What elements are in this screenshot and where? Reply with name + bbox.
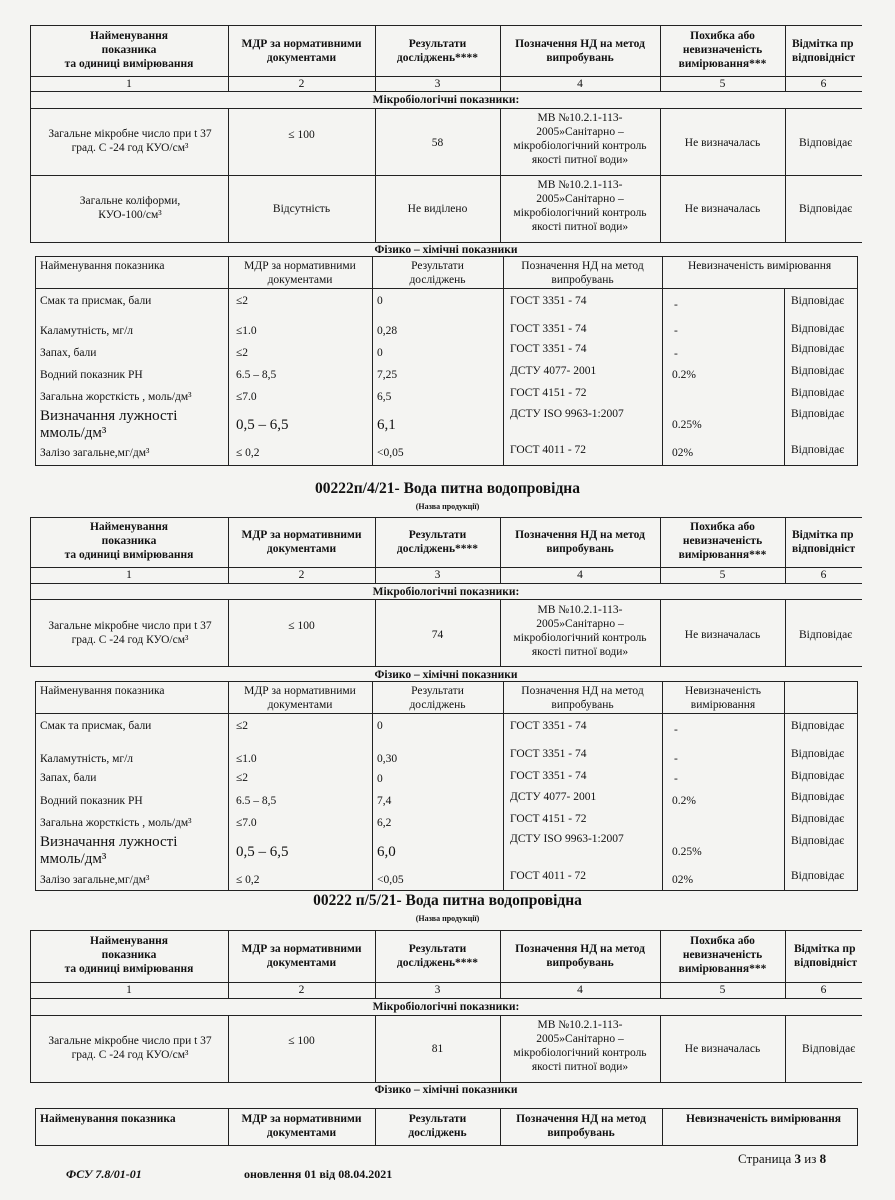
- micro-section-title: Мікробіологічні показники:: [372, 94, 520, 106]
- param-result: 0: [377, 720, 383, 732]
- param-mdr: ≤7.0: [236, 817, 257, 829]
- param-mdr: ≤1.0: [236, 325, 257, 337]
- param-method: ДСТУ 4077- 2001: [510, 365, 597, 377]
- phys-section-title: Фізико – хімічні показники: [374, 669, 518, 681]
- param-method: ДСТУ 4077- 2001: [510, 791, 597, 803]
- phys-header-name: Найменування показника: [40, 685, 165, 697]
- param-name: Визначання лужності ммоль/дм³: [40, 408, 178, 441]
- header-mdr: МДР за нормативними документами: [241, 38, 362, 64]
- phys-header-results: Результати досліджень: [408, 1113, 467, 1139]
- coli-compliance: Відповідає: [799, 203, 853, 215]
- phys-header-method: Позначення НД на метод випробувань: [516, 1113, 646, 1139]
- column-number: 1: [126, 569, 132, 581]
- param-compliance: Відповідає: [791, 343, 845, 355]
- page-indicator: [738, 1152, 826, 1166]
- param-method: ДСТУ ISO 9963-1:2007: [510, 833, 624, 845]
- phys-section-title: Фізико – хімічні показники: [374, 244, 518, 256]
- param-method: ГОСТ 4151 - 72: [510, 813, 587, 825]
- param-name: Каламутність, мг/л: [40, 325, 134, 337]
- coli-mdr: Відсутність: [272, 203, 331, 215]
- param-result: 0,28: [377, 325, 398, 337]
- header-method: Позначення НД на метод випробувань: [515, 943, 645, 969]
- header-error: Похибка або невизначеність вимірювання***: [678, 521, 767, 561]
- param-mdr: 6.5 – 8,5: [236, 369, 277, 381]
- phys-header-results: Результати досліджень: [409, 260, 466, 286]
- phys-header-results: Результати досліджень: [409, 685, 466, 711]
- param-name: Загальна жорсткість , моль/дм³: [40, 817, 192, 829]
- param-mdr: ≤7.0: [236, 391, 257, 403]
- phys-header-mdr: МДР за нормативними документами: [244, 685, 356, 711]
- column-number: 2: [298, 78, 305, 90]
- tmc-error: Не визначалась: [684, 629, 761, 641]
- column-number: 6: [820, 984, 827, 996]
- column-number: 6: [820, 78, 827, 90]
- column-number: 3: [434, 984, 441, 996]
- param-mdr: ≤ 0,2: [236, 447, 260, 459]
- column-number: 5: [719, 569, 726, 581]
- column-number: 6: [820, 569, 827, 581]
- param-compliance: Відповідає: [791, 870, 845, 882]
- tmc-mdr: ≤ 100: [288, 129, 315, 141]
- param-uncertainty: 02%: [672, 447, 694, 459]
- product-subtitle: (Назва продукції): [415, 914, 480, 923]
- param-method: ГОСТ 4011 - 72: [510, 444, 587, 456]
- param-method: ГОСТ 3351 - 74: [510, 720, 587, 732]
- column-number: 1: [126, 78, 132, 90]
- column-number: 1: [126, 984, 132, 996]
- column-number: 5: [719, 984, 726, 996]
- header-name-unit: Найменування показника та одиниці вимірювання: [64, 30, 194, 70]
- page-of: из: [804, 1151, 817, 1166]
- param-result: 6,2: [377, 817, 392, 829]
- header-mdr: МДР за нормативними документами: [241, 943, 362, 969]
- tmc-result: 58: [431, 137, 444, 149]
- param-name: Смак та присмак, бали: [40, 295, 152, 307]
- param-compliance: Відповідає: [791, 387, 845, 399]
- param-result: 0: [377, 773, 383, 785]
- param-name: Смак та присмак, бали: [40, 720, 152, 732]
- micro-section-title: Мікробіологічні показники:: [372, 1001, 520, 1013]
- param-mdr: ≤2: [236, 295, 249, 307]
- param-compliance: Відповідає: [791, 408, 845, 420]
- param-method: ГОСТ 4011 - 72: [510, 870, 587, 882]
- coli-error: Не визначалась: [684, 203, 761, 215]
- phys-header-name: Найменування показника: [40, 260, 165, 272]
- page-label: Страница: [738, 1151, 792, 1166]
- param-compliance: Відповідає: [791, 444, 845, 456]
- page-total: 8: [819, 1151, 827, 1166]
- tmc-result: 74: [431, 629, 444, 641]
- phys-header-mdr: МДР за нормативними документами: [244, 260, 356, 286]
- param-uncertainty: 0.25%: [672, 846, 702, 858]
- param-compliance: Відповідає: [791, 835, 845, 847]
- header-compliance: Відмітка пр відповідніст: [794, 943, 858, 969]
- phys-header-name: Найменування показника: [40, 1113, 176, 1125]
- param-compliance: Відповідає: [791, 748, 845, 760]
- header-results: Результати досліджень****: [396, 529, 479, 555]
- param-compliance: Відповідає: [791, 813, 845, 825]
- product-title: 00222 п/5/21- Вода питна водопровідна: [313, 892, 582, 909]
- column-number: 4: [577, 984, 583, 996]
- tmc-error: Не визначалась: [684, 1043, 761, 1055]
- coli-result: Не виділено: [407, 203, 468, 215]
- param-name: Запах, бали: [40, 772, 97, 784]
- param-uncertainty: 02%: [672, 874, 694, 886]
- param-mdr: ≤1.0: [236, 753, 257, 765]
- param-name: Залізо загальне,мг/дм³: [40, 447, 150, 459]
- header-compliance: Відмітка пр відповідніст: [792, 529, 856, 555]
- param-name: Водний показник PH: [40, 369, 143, 381]
- param-uncertainty: -: [674, 724, 678, 736]
- tmc-method: МВ №10.2.1-113- 2005»Санітарно – мікробіологічний контроль якості питної води»: [513, 112, 647, 166]
- phys-header-mdr: МДР за нормативними документами: [241, 1113, 362, 1139]
- doc-code: ФСУ 7.8/01-01: [66, 1167, 142, 1181]
- param-result: 6,0: [377, 844, 396, 860]
- param-result: 0: [377, 295, 383, 307]
- param-compliance: Відповідає: [791, 323, 845, 335]
- phys-header-uncertainty: Невизначеність вимірювання: [685, 685, 761, 711]
- phys-section-title: Фізико – хімічні показники: [374, 1084, 518, 1096]
- param-name: Запах, бали: [40, 347, 97, 359]
- column-number: 4: [577, 569, 583, 581]
- param-name: Каламутність, мг/л: [40, 753, 134, 765]
- header-method: Позначення НД на метод випробувань: [515, 529, 645, 555]
- header-name-unit: Найменування показника та одиниці вимірювання: [64, 935, 194, 975]
- header-method: Позначення НД на метод випробувань: [515, 38, 645, 64]
- header-results: Результати досліджень****: [396, 38, 479, 64]
- column-number: 3: [434, 569, 441, 581]
- param-uncertainty: 0.2%: [672, 369, 696, 381]
- tmc-compliance: Відповідає: [802, 1043, 856, 1055]
- param-mdr: ≤2: [236, 772, 249, 784]
- param-method: ДСТУ ISO 9963-1:2007: [510, 408, 624, 420]
- update-info: оновлення 01 від 08.04.2021: [244, 1167, 393, 1181]
- column-number: 4: [577, 78, 583, 90]
- param-uncertainty: 0.2%: [672, 795, 696, 807]
- param-result: 6,5: [377, 391, 392, 403]
- param-uncertainty: -: [674, 753, 678, 765]
- param-mdr: ≤2: [236, 347, 249, 359]
- param-name: Водний показник PH: [40, 795, 143, 807]
- param-method: ГОСТ 3351 - 74: [510, 295, 587, 307]
- param-method: ГОСТ 3351 - 74: [510, 770, 587, 782]
- phys-header-uncertainty: Невизначеність вимірювання: [688, 260, 832, 272]
- param-mdr: 0,5 – 6,5: [236, 844, 289, 860]
- param-compliance: Відповідає: [791, 295, 845, 307]
- param-result: 7,4: [377, 795, 392, 807]
- column-number: 2: [298, 984, 305, 996]
- product-subtitle: (Назва продукції): [415, 502, 480, 511]
- tmc-mdr: ≤ 100: [288, 620, 315, 632]
- param-name: Залізо загальне,мг/дм³: [40, 874, 150, 886]
- param-mdr: 6.5 – 8,5: [236, 795, 277, 807]
- param-mdr: 0,5 – 6,5: [236, 417, 289, 433]
- header-results: Результати досліджень****: [396, 943, 479, 969]
- tmc-compliance: Відповідає: [799, 629, 853, 641]
- param-uncertainty: 0.25%: [672, 419, 702, 431]
- phys-header-method: Позначення НД на метод випробувань: [521, 260, 644, 286]
- tmc-name: Загальне мікробне число при t 37 град. С -24 год КУО/см³: [48, 620, 212, 646]
- param-result: 0,30: [377, 753, 398, 765]
- tmc-name: Загальне мікробне число при t 37 град. С -24 год КУО/см³: [48, 128, 212, 154]
- param-result: 0: [377, 347, 383, 359]
- param-uncertainty: -: [674, 773, 678, 785]
- param-result: <0,05: [377, 874, 404, 886]
- phys-header-method: Позначення НД на метод випробувань: [521, 685, 644, 711]
- tmc-mdr: ≤ 100: [288, 1035, 315, 1047]
- coli-method: МВ №10.2.1-113- 2005»Санітарно – мікробіологічний контроль якості питної води»: [513, 179, 647, 233]
- coli-name: Загальне коліформи, КУО-100/см³: [79, 195, 181, 221]
- column-number: 2: [298, 569, 305, 581]
- param-result: 6,1: [377, 417, 396, 433]
- param-compliance: Відповідає: [791, 720, 845, 732]
- param-result: <0,05: [377, 447, 404, 459]
- param-compliance: Відповідає: [791, 365, 845, 377]
- param-uncertainty: -: [674, 348, 678, 360]
- product-title: 00222п/4/21- Вода питна водопровідна: [315, 480, 580, 497]
- param-result: 7,25: [377, 369, 398, 381]
- tmc-method: МВ №10.2.1-113- 2005»Санітарно – мікробіологічний контроль якості питної води»: [513, 604, 647, 658]
- param-method: ГОСТ 3351 - 74: [510, 323, 587, 335]
- param-compliance: Відповідає: [791, 791, 845, 803]
- header-error: Похибка або невизначеність вимірювання***: [678, 30, 767, 70]
- param-method: ГОСТ 3351 - 74: [510, 748, 587, 760]
- param-method: ГОСТ 3351 - 74: [510, 343, 587, 355]
- param-uncertainty: -: [674, 325, 678, 337]
- tmc-result: 81: [431, 1043, 444, 1055]
- param-method: ГОСТ 4151 - 72: [510, 387, 587, 399]
- page-number: 3: [794, 1151, 802, 1166]
- column-number: 5: [719, 78, 726, 90]
- tmc-error: Не визначалась: [684, 137, 761, 149]
- tmc-method: МВ №10.2.1-113- 2005»Санітарно – мікробіологічний контроль якості питної води»: [513, 1019, 647, 1073]
- param-name: Визначання лужності ммоль/дм³: [40, 834, 178, 867]
- header-mdr: МДР за нормативними документами: [241, 529, 362, 555]
- micro-section-title: Мікробіологічні показники:: [372, 586, 520, 598]
- param-uncertainty: -: [674, 299, 678, 311]
- tmc-compliance: Відповідає: [799, 137, 853, 149]
- phys-header-uncertainty: Невизначеність вимірювання: [686, 1113, 842, 1125]
- param-compliance: Відповідає: [791, 770, 845, 782]
- tmc-name: Загальне мікробне число при t 37 град. С -24 год КУО/см³: [48, 1035, 212, 1061]
- param-mdr: ≤ 0,2: [236, 874, 260, 886]
- column-number: 3: [434, 78, 441, 90]
- param-mdr: ≤2: [236, 720, 249, 732]
- param-name: Загальна жорсткість , моль/дм³: [40, 391, 192, 403]
- header-compliance: Відмітка пр відповідніст: [792, 38, 856, 64]
- header-error: Похибка або невизначеність вимірювання***: [678, 935, 767, 975]
- header-name-unit: Найменування показника та одиниці вимірювання: [64, 521, 194, 561]
